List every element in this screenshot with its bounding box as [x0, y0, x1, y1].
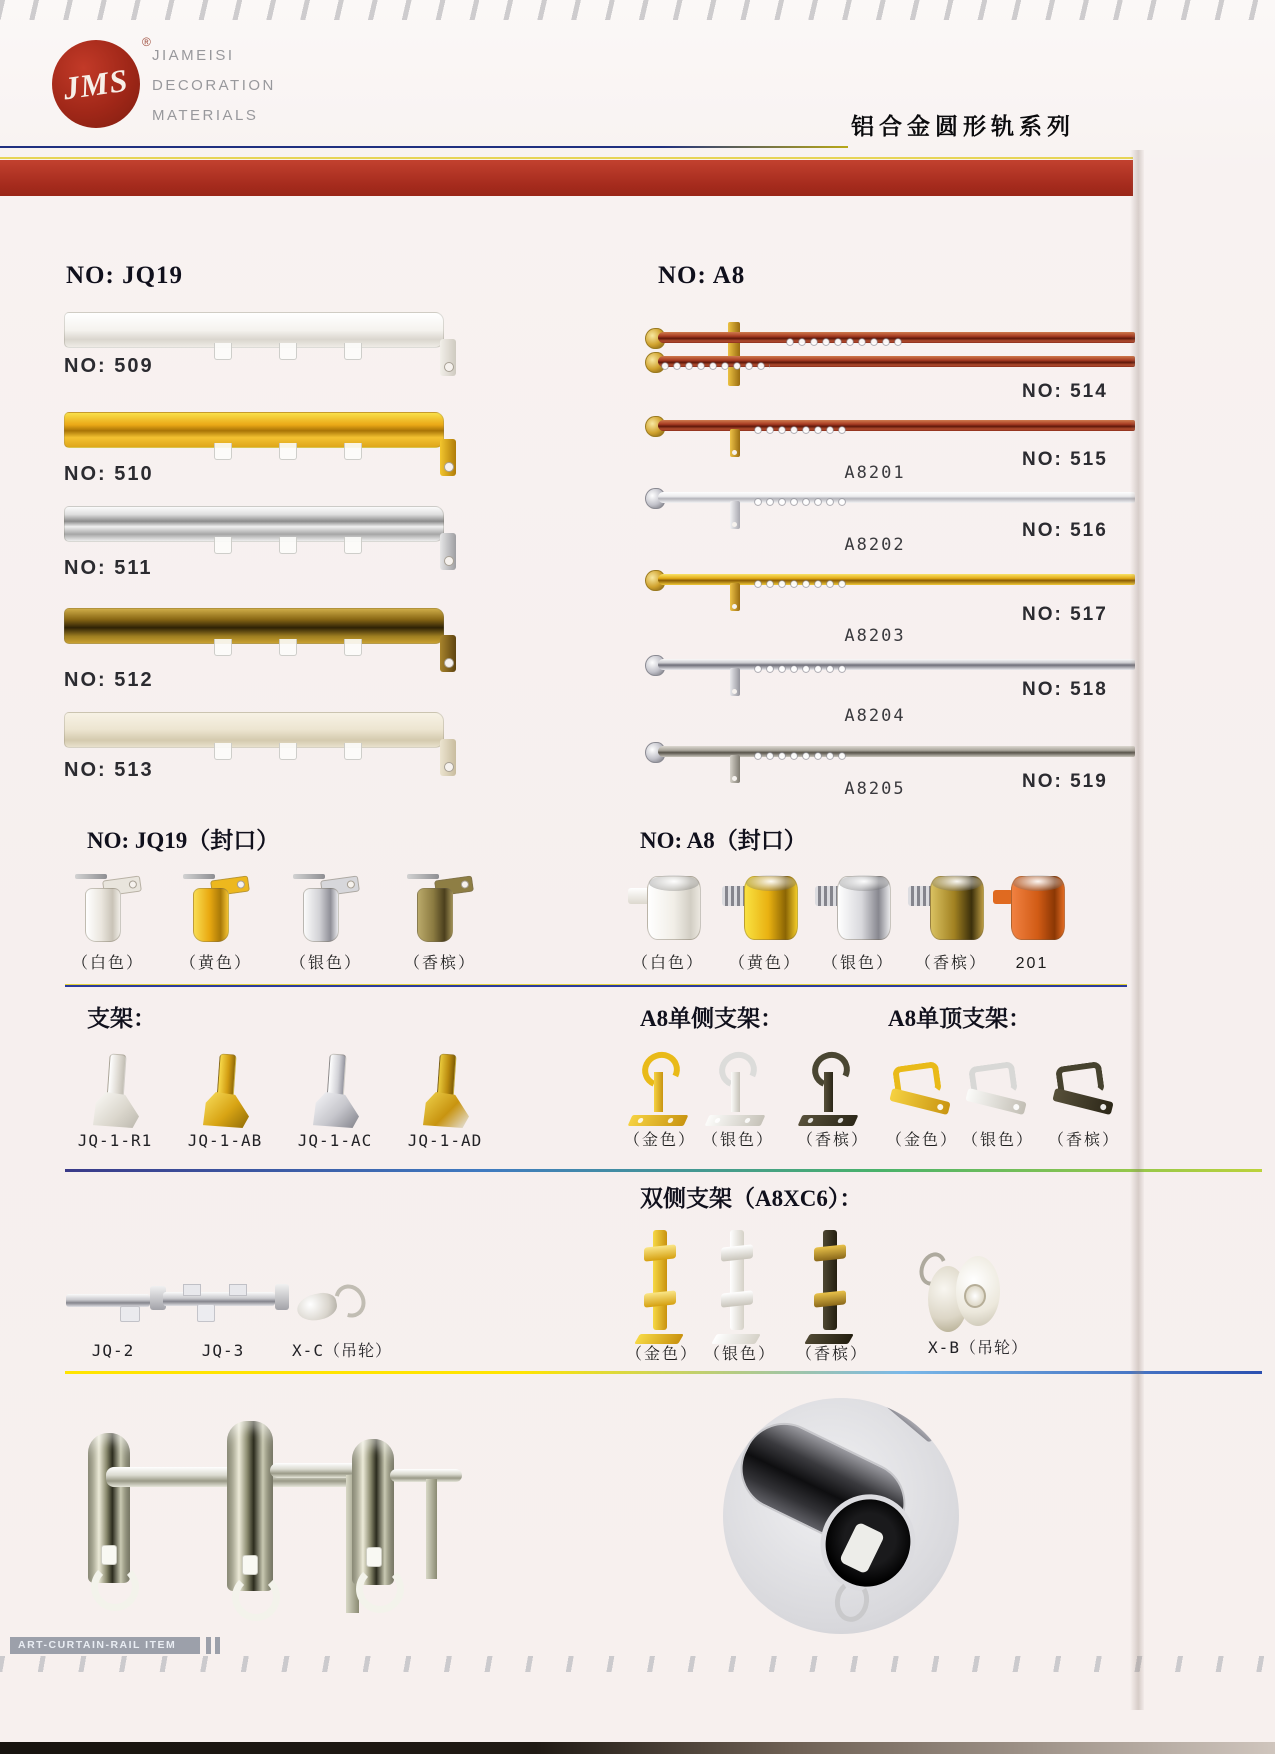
xb-roller-image: [920, 1252, 1004, 1346]
a8-cap-201-image: [989, 874, 1069, 950]
track-512-image: [64, 608, 456, 652]
xc-roller-label: X-C（吊轮）: [292, 1341, 392, 1360]
xc-roller-image: [293, 1282, 365, 1332]
rail-bar: [64, 712, 444, 748]
a8-side-bracket-gold-image: [630, 1052, 690, 1126]
company-name-line: MATERIALS: [152, 107, 259, 124]
rod-519-label: NO: 519: [1022, 771, 1108, 792]
ring-strip: [753, 751, 848, 762]
wall-bracket: [730, 583, 740, 611]
ring-strip: [753, 425, 848, 436]
ring-strip: [785, 337, 905, 348]
cap-cup: [417, 888, 453, 942]
wall-bracket: [730, 501, 740, 529]
glider-tab: [279, 639, 297, 656]
jms-logo-text: JMS: [61, 61, 131, 107]
glider-tab: [279, 743, 297, 760]
rod-517-code: A8203: [844, 626, 906, 646]
screw: [75, 874, 107, 879]
footer-tick: [206, 1637, 211, 1654]
bracket-foot: [634, 1334, 684, 1344]
a8-side-bracket-silver-image: [707, 1052, 767, 1126]
section-divider: [65, 1371, 1262, 1374]
track-511-image: [64, 506, 456, 550]
rail-bar: [64, 608, 444, 644]
rod-515-label: NO: 515: [1022, 449, 1108, 470]
glider: [242, 1555, 258, 1575]
glider-tab: [279, 537, 297, 554]
track-510-label: NO: 510: [64, 463, 154, 485]
rod-516-code: A8202: [844, 535, 906, 555]
ring-strip: [660, 361, 770, 372]
a8-top-bracket-champagne-image: [1053, 1064, 1117, 1114]
a8-cap-yellow-label: （黄色）: [728, 955, 801, 972]
rod-517-image: [645, 570, 1135, 600]
jq3-part-image: [163, 1282, 289, 1328]
part-flange: [275, 1284, 289, 1310]
jq19-cap-champagne-image: [405, 872, 475, 950]
jq1-ab-label: JQ-1-AB: [187, 1131, 263, 1150]
rod-516-label: NO: 516: [1022, 520, 1108, 541]
rod-518-label: NO: 518: [1022, 679, 1108, 700]
rod-519-image: [645, 742, 1135, 772]
bracket-foot: [423, 1092, 469, 1128]
ring-strip: [753, 497, 848, 508]
ring-strip: [753, 664, 848, 675]
roller-hub: [964, 1284, 986, 1308]
rod-clip: [814, 1244, 846, 1261]
jq1-ac-label: JQ-1-AC: [297, 1131, 373, 1150]
a8-cap-yellow-image: [722, 874, 802, 950]
jq3-label: JQ-3: [201, 1341, 245, 1360]
binding-perforation-top: [0, 0, 1275, 20]
rod-clip: [644, 1290, 676, 1307]
bracket-arm: [426, 1479, 437, 1579]
rod-clip: [721, 1244, 753, 1261]
bracket-foot: [203, 1092, 249, 1128]
wall-bracket: [730, 429, 740, 457]
glider-tab: [344, 343, 362, 360]
header-rule-navy: [0, 146, 848, 148]
track-513-label: NO: 513: [64, 759, 154, 781]
jq19-cap-silver-image: [291, 872, 361, 950]
jq1-ac-bracket-image: [300, 1054, 370, 1132]
wall-bracket: [730, 668, 740, 696]
end-bracket: [440, 739, 456, 776]
glider-tab: [344, 443, 362, 460]
jq1-ab-bracket-image: [190, 1054, 260, 1132]
rod-515-image: [645, 416, 1135, 446]
section-title-a8-top-brackets: A8单顶支架：: [888, 1006, 1032, 1031]
double-bracket-champagne-image: [807, 1230, 853, 1344]
jq2-part-image: [66, 1286, 166, 1330]
a8-cap-silver-image: [815, 874, 895, 950]
cap-cup: [303, 888, 339, 942]
section-title-jq19-caps: NO: JQ19（封口）: [87, 828, 280, 853]
bracket-base: [628, 1115, 689, 1126]
hook-clip: [356, 1565, 404, 1613]
a8-side-champagne-label: （香槟）: [796, 1132, 869, 1149]
jq2-label: JQ-2: [91, 1341, 135, 1360]
detail-photo: [723, 1398, 959, 1634]
red-banner: [0, 160, 1133, 196]
rail-bar: [64, 412, 444, 448]
roller-body: [295, 1290, 340, 1324]
jq19-cap-white-label: （白色）: [71, 955, 144, 972]
bracket-foot: [711, 1334, 761, 1344]
glider-tab: [279, 443, 297, 460]
bracket-stem: [654, 1072, 663, 1112]
jq19-cap-champagne-label: （香槟）: [403, 955, 476, 972]
rod-515-code: A8201: [844, 463, 906, 483]
rod-clip: [814, 1290, 846, 1307]
a8-top-gold-label: （金色）: [885, 1132, 958, 1149]
glider-tab: [214, 343, 232, 360]
track-511-label: NO: 511: [64, 557, 153, 579]
jq1-ad-label: JQ-1-AD: [407, 1131, 483, 1150]
end-bracket: [440, 533, 456, 570]
part-foot: [120, 1306, 140, 1322]
jms-logo: [52, 40, 140, 128]
bracket-foot: [804, 1334, 854, 1344]
double-bracket-gold-image: [637, 1230, 683, 1344]
a8-top-champagne-label: （香槟）: [1047, 1132, 1120, 1149]
double-gold-label: （金色）: [625, 1346, 698, 1363]
a8-cap-201-label: 201: [1015, 955, 1049, 972]
rod-514-image-lower: [645, 352, 1135, 382]
double-bracket-silver-image: [714, 1230, 760, 1344]
rod-clip: [644, 1244, 676, 1261]
jq1-r1-bracket-image: [80, 1054, 150, 1132]
bracket-stem: [824, 1072, 833, 1112]
xb-roller-label: X-B（吊轮）: [928, 1338, 1028, 1357]
hook-clip: [91, 1563, 139, 1611]
roller-hook: [329, 1279, 372, 1323]
glider-tab: [214, 443, 232, 460]
section-title-jq19: NO: JQ19: [66, 262, 184, 289]
a8-top-bracket-silver-image: [966, 1064, 1030, 1114]
a8-cap-white-label: （白色）: [631, 955, 704, 972]
a8-side-gold-label: （金色）: [623, 1132, 696, 1149]
glider-tab: [214, 537, 232, 554]
a8-cap-white-image: [625, 874, 705, 950]
section-title-brackets: 支架：: [87, 1006, 156, 1031]
section-title-a8: NO: A8: [658, 262, 746, 289]
a8-top-bracket-gold-image: [890, 1064, 954, 1114]
a8-side-silver-label: （银色）: [701, 1132, 774, 1149]
track-509-label: NO: 509: [64, 355, 154, 377]
section-divider: [65, 984, 1127, 987]
glider-tab: [344, 743, 362, 760]
double-champagne-label: （香槟）: [795, 1346, 868, 1363]
bracket-foot: [93, 1092, 139, 1128]
header-rule-gold: [0, 157, 1133, 159]
jq19-cap-yellow-label: （黄色）: [179, 955, 252, 972]
a8-cap-champagne-label: （香槟）: [914, 955, 987, 972]
jq19-cap-silver-label: （银色）: [289, 955, 362, 972]
screw: [293, 874, 325, 879]
series-title: 铝合金圆形轨系列: [851, 113, 1075, 139]
footer-tick: [215, 1637, 220, 1654]
registered-mark: ®: [142, 35, 151, 49]
glider-tab: [344, 537, 362, 554]
screw: [183, 874, 215, 879]
jq19-cap-yellow-image: [181, 872, 251, 950]
rod-518-code: A8204: [844, 706, 906, 726]
rail-bar: [64, 312, 444, 348]
ring-strip: [753, 579, 848, 590]
company-name-line: JIAMEISI: [152, 47, 235, 64]
part-bar: [163, 1292, 275, 1306]
page-bottom-edge: [0, 1742, 1275, 1754]
glider-tab: [279, 343, 297, 360]
company-name-line: DECORATION: [152, 77, 276, 94]
section-divider: [65, 1169, 1262, 1172]
jq1-r1-label: JQ-1-R1: [77, 1131, 153, 1150]
bracket-foot: [313, 1092, 359, 1128]
bracket-arm: [865, 1398, 941, 1443]
cap-cup: [193, 888, 229, 942]
a8-cap-champagne-image: [908, 874, 988, 950]
section-title-double-brackets: 双侧支架（A8XC6）：: [640, 1186, 863, 1211]
jq1-ad-bracket-image: [410, 1054, 480, 1132]
end-bracket: [440, 339, 456, 376]
bracket-base: [705, 1115, 766, 1126]
a8-cap-silver-label: （银色）: [821, 955, 894, 972]
part-tab: [183, 1284, 201, 1296]
section-title-a8-caps: NO: A8（封口）: [640, 828, 807, 853]
part-foot: [197, 1304, 215, 1322]
jq19-cap-white-image: [73, 872, 143, 950]
end-bracket: [440, 439, 456, 476]
glider-tab: [214, 639, 232, 656]
cap-cup: [85, 888, 121, 942]
cap-shaft: [993, 890, 1013, 904]
rod-519-code: A8205: [844, 779, 906, 799]
bracket-stem: [731, 1072, 740, 1112]
installation-photo: [70, 1405, 490, 1620]
rod-517-label: NO: 517: [1022, 604, 1108, 625]
cap-cup: [837, 876, 891, 940]
glider-tab: [344, 639, 362, 656]
cap-cup: [1011, 876, 1065, 940]
wall-bracket: [730, 755, 740, 783]
glider: [366, 1547, 382, 1567]
track-513-image: [64, 712, 456, 756]
cap-cup: [647, 876, 701, 940]
part-tab: [229, 1284, 247, 1296]
binding-perforation-bottom: [0, 1656, 1275, 1672]
rod-514-label: NO: 514: [1022, 381, 1108, 402]
cap-cup: [930, 876, 984, 940]
end-bracket: [440, 635, 456, 672]
a8-side-bracket-champagne-image: [800, 1052, 860, 1126]
section-title-a8-side-brackets: A8单侧支架：: [640, 1006, 784, 1031]
track-510-image: [64, 412, 456, 456]
footer-banner: ART-CURTAIN-RAIL ITEM: [10, 1637, 200, 1654]
track-509-image: [64, 312, 456, 356]
page-edge-shadow: [1130, 150, 1144, 1710]
screw: [407, 874, 439, 879]
glider: [101, 1545, 117, 1565]
rod-516-image: [645, 488, 1135, 518]
rod-clip: [721, 1290, 753, 1307]
rail-bar: [64, 506, 444, 542]
bracket-base: [798, 1115, 859, 1126]
glider-tab: [214, 743, 232, 760]
hook-clip: [232, 1573, 280, 1621]
a8-top-silver-label: （银色）: [961, 1132, 1034, 1149]
double-silver-label: （银色）: [703, 1346, 776, 1363]
cap-cup: [744, 876, 798, 940]
track-512-label: NO: 512: [64, 669, 154, 691]
